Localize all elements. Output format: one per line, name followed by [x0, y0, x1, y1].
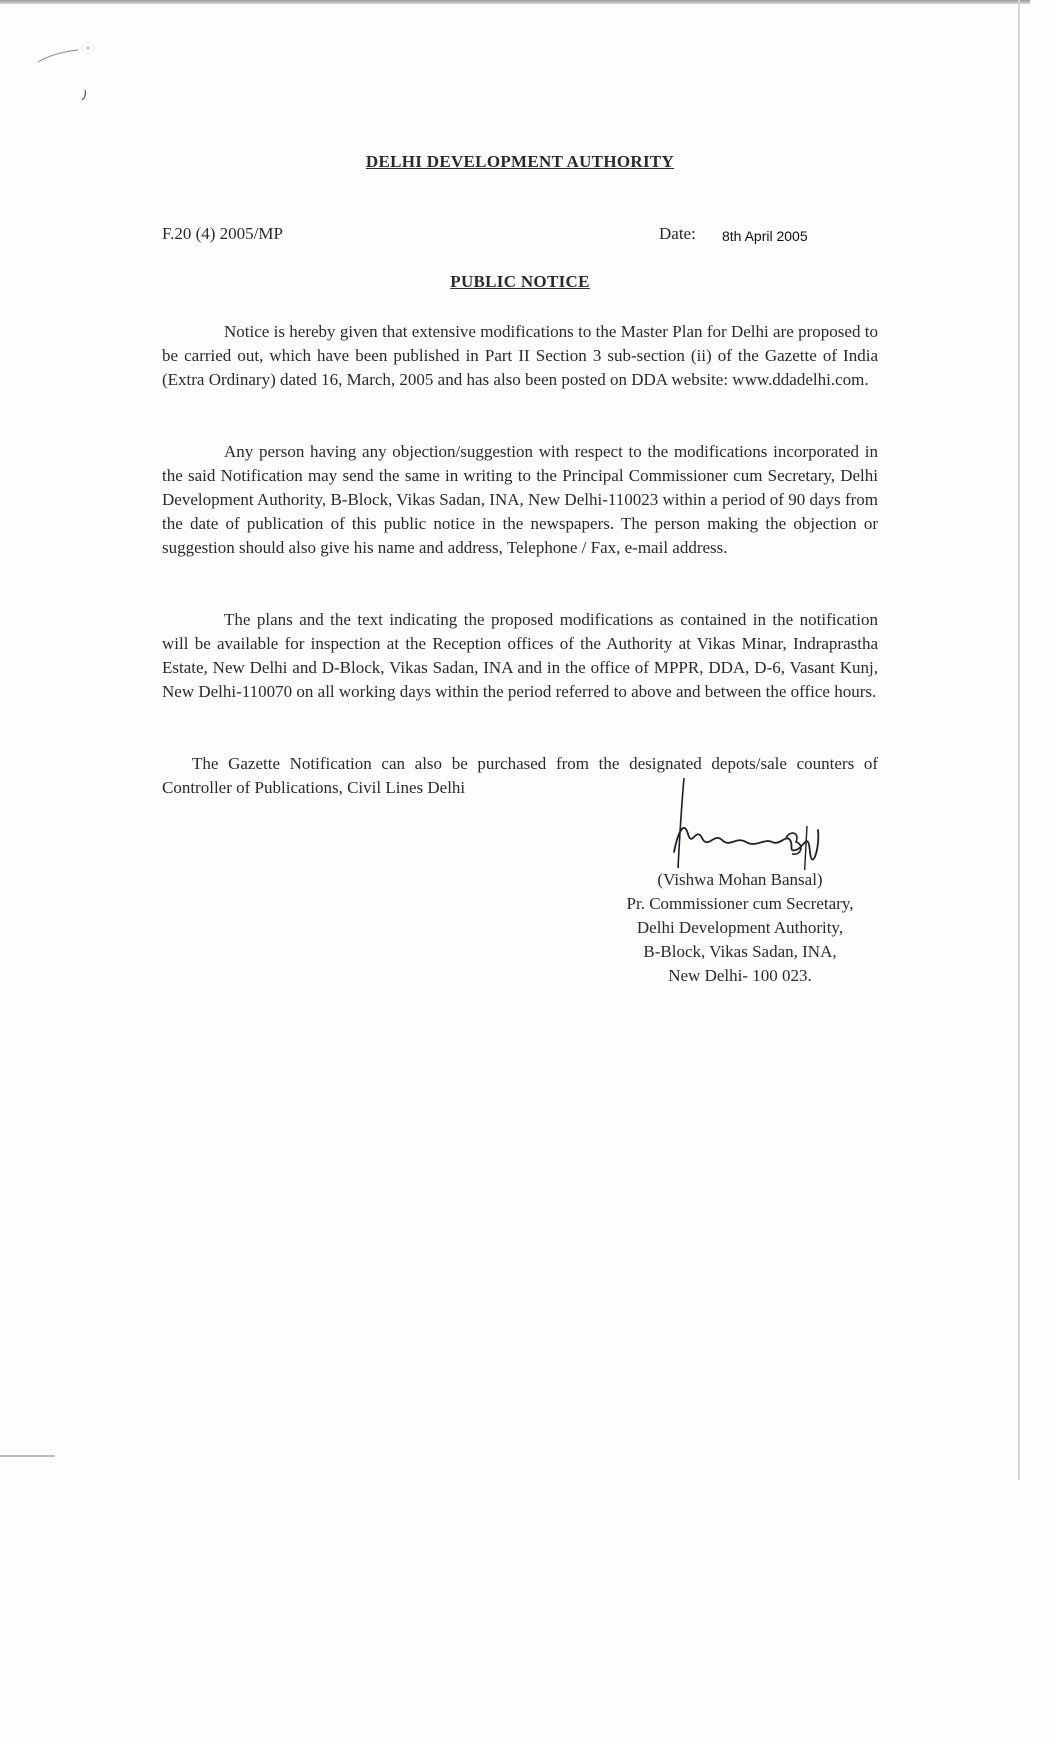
paragraph-4: The Gazette Notification can also be purchased from the designated depots/sale counters of Controller of Publications, Civil Lines Delhi [162, 754, 878, 797]
reference-number: F.20 (4) 2005/MP [162, 224, 283, 243]
signatory-address-line-2: New Delhi- 100 023. [668, 966, 812, 985]
signatory-block [580, 868, 900, 988]
scan-right-edge [1018, 0, 1020, 1480]
notice-title: PUBLIC NOTICE [450, 272, 590, 291]
scan-speck-mark-small [80, 88, 90, 102]
paragraph-2: Any person having any objection/suggestion with respect to the modifications incorporated in the said Notification may send the same in writing to the Principal Commissioner cum Secretary, Delhi Development Authority, B-Block, Vikas Sadan, INA, New Delhi-110023 within a period of 90 days from the date of publication of this public notice in the newspapers. The person making the objection or suggestion should also give his name and address, Telephone / Fax, e-mail address. [162, 442, 878, 557]
scan-top-edge [0, 0, 1030, 4]
signature-mark [660, 760, 860, 870]
signatory-address-line-1: B-Block, Vikas Sadan, INA, [643, 942, 837, 961]
authority-heading: DELHI DEVELOPMENT AUTHORITY [365, 152, 675, 171]
paragraph-1: Notice is hereby given that extensive modifications to the Master Plan for Delhi are proposed to be carried out, which have been published in Part II Section 3 sub-section (ii) of the Gazette of India (Extra Ordinary) dated 16, March, 2005 and has also been posted on DDA website: www.ddadelhi.com. [162, 322, 878, 389]
scan-speck-mark [34, 40, 94, 70]
signatory-designation: Pr. Commissioner cum Secretary, [626, 894, 854, 913]
signatory-organisation: Delhi Development Authority, [636, 918, 844, 937]
signatory-name: (Vishwa Mohan Bansal) [657, 870, 823, 889]
paragraph-3: The plans and the text indicating the proposed modifications as contained in the notification will be available for inspection at the Reception offices of the Authority at Vikas Minar, Indraprastha Estate, New Delhi and D-Block, Vikas Sadan, INA and in the office of MPPR, DDA, D-6, Vasant Kunj, New Delhi-110070 on all working days within the period referred to above and between the office hours. [162, 610, 878, 701]
date-value: 8th April 2005 [722, 228, 808, 244]
scan-left-mark [0, 1455, 55, 1457]
date-label: Date: [659, 224, 696, 243]
